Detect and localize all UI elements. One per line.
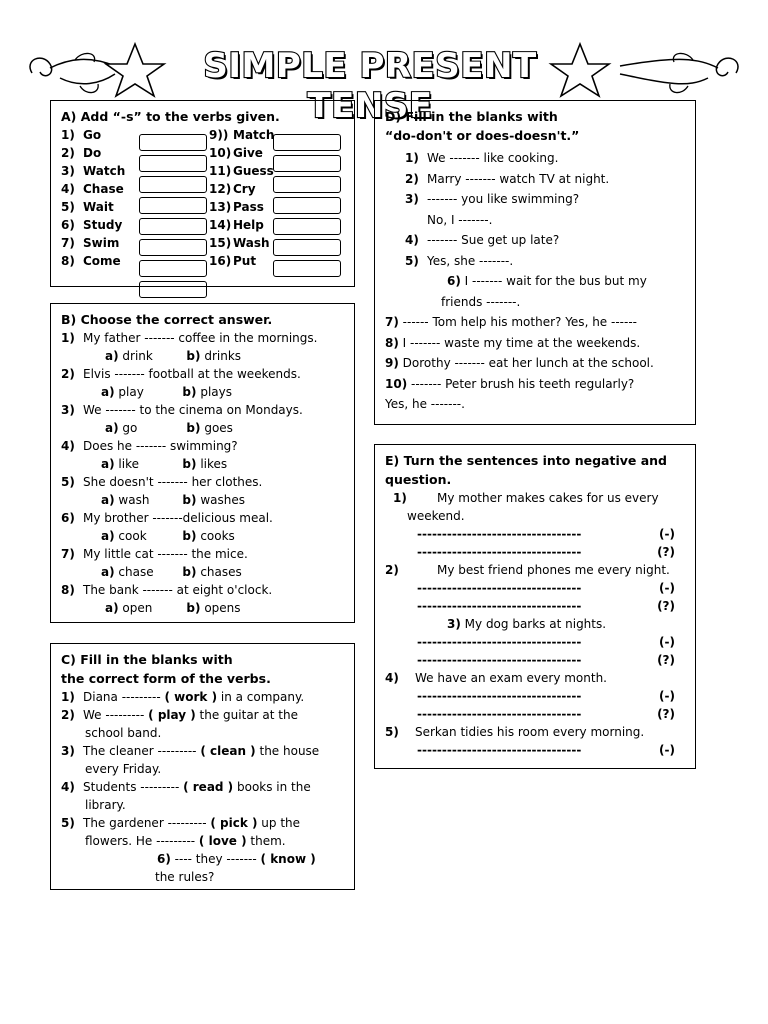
answer-line-question[interactable]: --------------------------------- (?)	[417, 599, 675, 613]
option-b-label: b)	[186, 421, 201, 435]
b-question-text: Elvis ------- football at the weekends.	[83, 367, 301, 381]
d-item-1: 1) We ------- like cooking.	[405, 151, 559, 165]
verb-number: 6)	[61, 218, 75, 232]
e-item-3: 3) My dog barks at nights.	[447, 617, 607, 631]
option-a[interactable]: play	[118, 385, 144, 399]
d-item-6-cont: friends -------.	[441, 294, 521, 309]
answer-line-negative[interactable]: --------------------------------- (-)	[417, 689, 675, 703]
answer-box[interactable]	[273, 218, 341, 235]
b-question	[61, 473, 344, 491]
answer-line-question[interactable]: --------------------------------- (?)	[417, 707, 675, 721]
verb-text: Come	[83, 254, 121, 268]
option-b[interactable]: goes	[204, 421, 233, 435]
section-d-header-2: “do-don't or does-doesn't.”	[385, 128, 580, 143]
b-options	[61, 347, 344, 365]
b-question-text: My brother -------delicious meal.	[83, 511, 273, 525]
option-a[interactable]: cook	[118, 529, 147, 543]
section-c-header-2: the correct form of the verbs.	[61, 671, 271, 686]
answer-box[interactable]	[139, 260, 207, 277]
answer-box[interactable]	[139, 239, 207, 256]
answer-line-negative[interactable]: --------------------------------- (-)	[417, 581, 675, 595]
b-question-number: 1)	[61, 331, 75, 345]
d-item-7: 7) ------ Tom help his mother? Yes, he ------	[385, 315, 637, 329]
answer-line-question[interactable]: --------------------------------- (?)	[417, 545, 675, 559]
verb-number: 12)	[209, 182, 232, 196]
e-item-5: 5) Serkan tidies his room every morning.	[385, 725, 645, 739]
b-question-number: 8)	[61, 583, 75, 597]
option-a-label: a)	[101, 565, 115, 579]
e-item-1-cont: weekend.	[407, 509, 465, 523]
section-c	[50, 643, 355, 890]
section-e-header-2: question.	[385, 472, 452, 487]
d-item-10: 10) ------- Peter brush his teeth regularly?	[385, 376, 635, 391]
section-c-header: C) Fill in the blanks with	[61, 652, 233, 667]
c-item-6: 6) ---- they ------- ( know )	[157, 852, 316, 866]
b-question	[61, 401, 344, 419]
option-a[interactable]: go	[122, 421, 138, 435]
section-b-header: B) Choose the correct answer.	[61, 312, 273, 327]
d-item-4: 4) ------- Sue get up late?	[405, 233, 560, 247]
option-b-label: b)	[182, 457, 197, 471]
answer-boxes-right	[273, 134, 341, 281]
option-a-label: a)	[105, 421, 119, 435]
section-a-header: A) Add “-s” to the verbs given.	[61, 109, 280, 124]
option-a-label: a)	[101, 385, 115, 399]
c-item-5-cont: flowers. He --------- ( love ) them.	[85, 834, 286, 848]
verb-number: 4)	[61, 182, 75, 196]
answer-box[interactable]	[273, 260, 341, 277]
b-question-text: She doesn't ------- her clothes.	[83, 475, 263, 489]
e-item-2: 2) My best friend phones me every night.	[385, 563, 670, 577]
d-item-9: 9) Dorothy ------- eat her lunch at the school.	[385, 356, 654, 370]
option-b[interactable]: cooks	[200, 529, 235, 543]
option-a-label: a)	[105, 601, 119, 615]
verb-number: 3)	[61, 164, 75, 178]
verb-number: 16)	[209, 254, 232, 268]
b-options	[61, 455, 344, 473]
b-question-number: 7)	[61, 547, 75, 561]
c-item-3: 3) The cleaner --------- ( clean ) the house	[61, 744, 320, 758]
b-options	[61, 491, 344, 509]
option-b[interactable]: opens	[204, 601, 241, 615]
verb-number: 11)	[209, 164, 232, 178]
option-b[interactable]: drinks	[204, 349, 242, 363]
b-question	[61, 545, 344, 563]
b-question-number: 6)	[61, 511, 75, 525]
option-b-label: b)	[182, 385, 197, 399]
answer-box[interactable]	[139, 218, 207, 235]
b-options	[61, 599, 344, 617]
star-icon	[106, 44, 164, 96]
b-question-number: 3)	[61, 403, 75, 417]
d-item-2: 2) Marry ------- watch TV at night.	[405, 171, 610, 186]
verb-number: 7)	[61, 236, 75, 250]
b-question	[61, 329, 344, 347]
c-item-1: 1) Diana --------- ( work ) in a company.	[61, 690, 305, 704]
answer-line-question[interactable]: --------------------------------- (?)	[417, 653, 675, 667]
d-item-8: 8) I ------- waste my time at the weekends.	[385, 335, 641, 350]
d-item-3-answer: No, I -------.	[427, 212, 493, 227]
verb-number: 8)	[61, 254, 75, 268]
answer-box[interactable]	[273, 197, 341, 214]
section-b	[50, 303, 355, 623]
option-b-label: b)	[182, 565, 197, 579]
answer-box[interactable]	[273, 134, 341, 151]
option-a[interactable]: like	[118, 457, 139, 471]
b-question	[61, 509, 344, 527]
option-b-label: b)	[186, 349, 201, 363]
e-item-4: 4) We have an exam every month.	[385, 671, 607, 685]
verb-number: 2)	[61, 146, 75, 160]
option-b[interactable]: plays	[200, 385, 232, 399]
b-options	[61, 419, 344, 437]
c-item-4-cont: library.	[85, 798, 126, 812]
option-a[interactable]: open	[122, 601, 153, 615]
section-a	[50, 100, 355, 287]
d-item-10-answer: Yes, he -------.	[385, 397, 465, 411]
c-item-2-cont: school band.	[85, 726, 162, 740]
section-e-header: E) Turn the sentences into negative and	[385, 453, 668, 468]
verb-number: 14)	[209, 218, 232, 232]
verb-number: 9))	[209, 128, 229, 142]
option-a[interactable]: wash	[118, 493, 150, 507]
verb-text: Put	[233, 254, 257, 268]
verb-text: Help	[233, 218, 264, 232]
c-item-4: 4) Students --------- ( read ) books in the	[61, 780, 311, 794]
verb-number: 13)	[209, 200, 232, 214]
verb-text: Match	[233, 128, 275, 142]
b-question	[61, 437, 344, 455]
option-a[interactable]: chase	[118, 565, 154, 579]
b-question-number: 5)	[61, 475, 75, 489]
answer-box[interactable]	[139, 197, 207, 214]
verb-text: Do	[83, 146, 102, 160]
b-question-text: We ------- to the cinema on Mondays.	[83, 403, 303, 417]
answer-box[interactable]	[273, 176, 341, 193]
d-item-5: 5) Yes, she -------.	[405, 253, 514, 268]
b-options	[61, 563, 344, 581]
b-question	[61, 365, 344, 383]
section-e	[374, 444, 696, 769]
verb-text: Give	[233, 146, 263, 160]
c-item-3-cont: every Friday.	[85, 762, 162, 776]
d-item-6: 6) I ------- wait for the bus but my	[447, 274, 647, 288]
verb-text: Guess	[233, 164, 274, 178]
verb-text: Watch	[83, 164, 126, 178]
e-item-1: 1) My mother makes cakes for us every	[393, 491, 659, 505]
option-b-label: b)	[182, 493, 197, 507]
option-b[interactable]: chases	[200, 565, 242, 579]
section-d	[374, 100, 696, 425]
verb-text: Study	[83, 218, 123, 232]
b-question-number: 4)	[61, 439, 75, 453]
verb-text: Wait	[83, 200, 114, 214]
answer-line-negative[interactable]: --------------------------------- (-)	[417, 635, 675, 649]
b-question	[61, 581, 344, 599]
b-options	[61, 383, 344, 401]
verb-text: Go	[83, 128, 102, 142]
option-b[interactable]: washes	[200, 493, 245, 507]
answer-box[interactable]	[273, 239, 341, 256]
verb-text: Pass	[233, 200, 264, 214]
answer-box[interactable]	[139, 134, 207, 151]
verb-text: Chase	[83, 182, 124, 196]
answer-box[interactable]	[139, 281, 207, 298]
b-question-number: 2)	[61, 367, 75, 381]
option-a[interactable]: drink	[122, 349, 153, 363]
verb-number: 5)	[61, 200, 75, 214]
b-question-text: Does he ------- swimming?	[83, 439, 238, 453]
option-a-label: a)	[101, 493, 115, 507]
answer-line-negative[interactable]: --------------------------------- (-)	[417, 527, 675, 541]
option-a-label: a)	[101, 529, 115, 543]
section-d-header: D) Fill in the blanks with	[385, 109, 558, 124]
answer-boxes-left	[139, 134, 207, 302]
b-question-text: My little cat ------- the mice.	[83, 547, 248, 561]
answer-box[interactable]	[273, 155, 341, 172]
option-b-label: b)	[186, 601, 201, 615]
b-options	[61, 527, 344, 545]
answer-box[interactable]	[139, 176, 207, 193]
answer-line-negative[interactable]: --------------------------------- (-)	[417, 743, 675, 757]
option-b[interactable]: likes	[200, 457, 228, 471]
c-item-6-cont: the rules?	[155, 870, 215, 884]
verb-text: Cry	[233, 182, 256, 196]
b-question-text: The bank ------- at eight o'clock.	[83, 583, 273, 597]
verb-number: 10)	[209, 146, 232, 160]
option-a-label: a)	[105, 349, 119, 363]
c-item-2: 2) We --------- ( play ) the guitar at the	[61, 708, 298, 722]
answer-box[interactable]	[139, 155, 207, 172]
option-a-label: a)	[101, 457, 115, 471]
c-item-5: 5) The gardener --------- ( pick ) up the	[61, 816, 301, 830]
page-title: SIMPLE PRESENT TENSE	[203, 46, 537, 126]
d-item-3: 3) ------- you like swimming?	[405, 192, 580, 206]
verb-number: 15)	[209, 236, 232, 250]
verb-text: Swim	[83, 236, 120, 250]
b-question-text: My father ------- coffee in the mornings.	[83, 331, 318, 345]
verb-number: 1)	[61, 128, 75, 142]
verb-text: Wash	[233, 236, 270, 250]
option-b-label: b)	[182, 529, 197, 543]
